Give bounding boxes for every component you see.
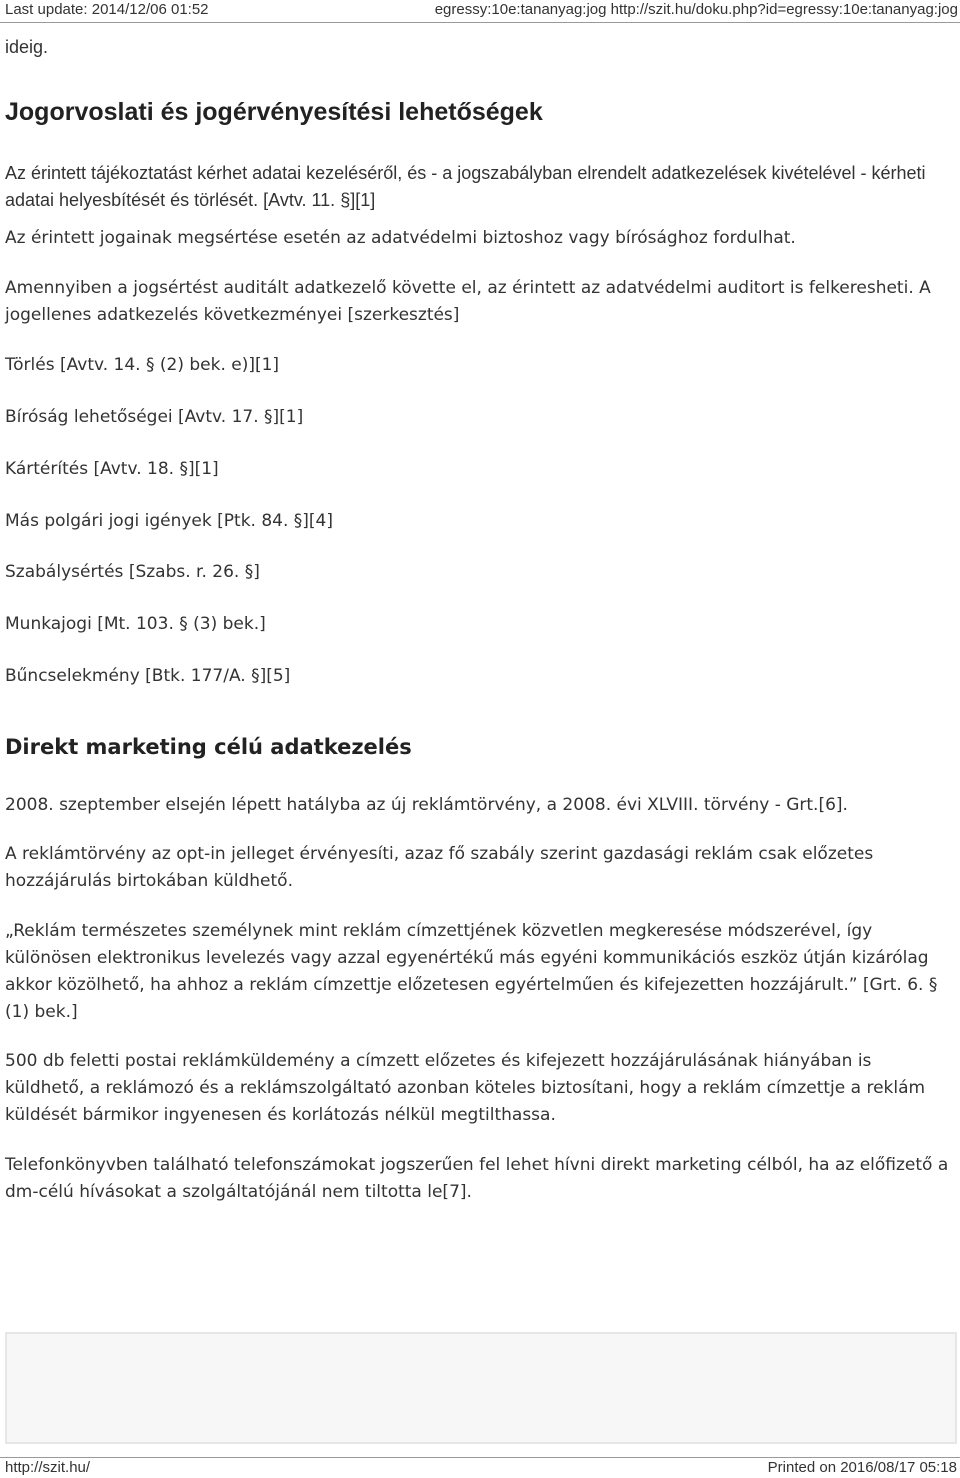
page-reference: egressy:10e:tananyag:jog http://szit.hu/doku.php?id=egressy:10e:tananyag:jog	[434, 1, 958, 18]
paragraph-rights: Az érintett tájékoztatást kérhet adatai kezeléséről, és - a jogszabályban elrendelt adatkezelések kivételével - kérheti adatai helyesbítését és törlését. [Avtv. 11. §][1]	[5, 163, 926, 210]
list-item: Kártérítés [Avtv. 18. §][1]	[5, 459, 219, 479]
section-heading-direct-marketing: Direkt marketing célú adatkezelés	[5, 735, 412, 759]
paragraph-quote: „Reklám természetes személynek mint reklám címzettjének közvetlen megkeresése módszerével, így különösen elektronikus levelezés vagy azzal egyenértékű más egyéni kommunikációs eszköz útján kizárólag akkor közölhető, ha ahhoz a reklám címzettje előzetesen egyértelműen és kifejezetten hozzájárult.” [Grt. 6. § (1) bek.]	[5, 921, 938, 1022]
page-header	[0, 0, 960, 22]
continued-text: ideig.	[5, 37, 49, 57]
footer-divider	[0, 1457, 960, 1458]
paragraph-complaint: Az érintett jogainak megsértése esetén az adatvédelmi biztoshoz vagy bírósághoz fordulhat.	[5, 228, 796, 248]
footer-site-link[interactable]: http://szit.hu/	[5, 1459, 91, 1476]
paragraph-auditor: Amennyiben a jogsértést auditált adatkezelő követte el, az érintett az adatvédelmi auditort is felkeresheti. A jogellenes adatkezelés következményei [szerkesztés]	[5, 278, 931, 325]
paragraph-postal: 500 db feletti postai reklámküldemény a címzett előzetes és kifejezett hozzájárulásának hiányában is küldhető, a reklámozó és a reklámszolgáltató azonban köteles biztosítani, hogy a reklám címzettje a reklám küldését bármikor ingyenesen és korlátozás nélkül megtilthassa.	[5, 1051, 926, 1125]
list-item: Törlés [Avtv. 14. § (2) bek. e)][1]	[5, 355, 280, 375]
list-item: Bíróság lehetőségei [Avtv. 17. §][1]	[5, 407, 304, 427]
last-update: Last update: 2014/12/06 01:52	[5, 1, 209, 18]
paragraph-telephone: Telefonkönyvben található telefonszámokat jogszerűen fel lehet hívni direkt marketing célból, ha az előfizető a dm-célú hívásokat a szolgáltatójánál nem tiltotta le[7].	[5, 1155, 949, 1202]
list-item: Más polgári jogi igények [Ptk. 84. §][4]	[5, 511, 333, 531]
page-content	[5, 34, 955, 1206]
list-item: Bűncselekmény [Btk. 177/A. §][5]	[5, 666, 291, 686]
printed-date: Printed on 2016/08/17 05:18	[767, 1459, 957, 1476]
section-heading-remedies: Jogorvoslati és jogérvényesítési lehetőségek	[5, 98, 543, 126]
paragraph-opt-in: A reklámtörvény az opt-in jelleget érvényesíti, azaz fő szabály szerint gazdasági reklám csak előzetes hozzájárulás birtokában küldhető.	[5, 844, 874, 891]
header-divider	[0, 22, 960, 23]
list-item: Szabálysértés [Szabs. r. 26. §]	[5, 562, 260, 582]
list-item: Munkajogi [Mt. 103. § (3) bek.]	[5, 614, 266, 634]
paragraph-law: 2008. szeptember elsején lépett hatályba az új reklámtörvény, a 2008. évi XLVIII. törvény - Grt.[6].	[5, 795, 848, 815]
empty-box	[5, 1332, 957, 1444]
